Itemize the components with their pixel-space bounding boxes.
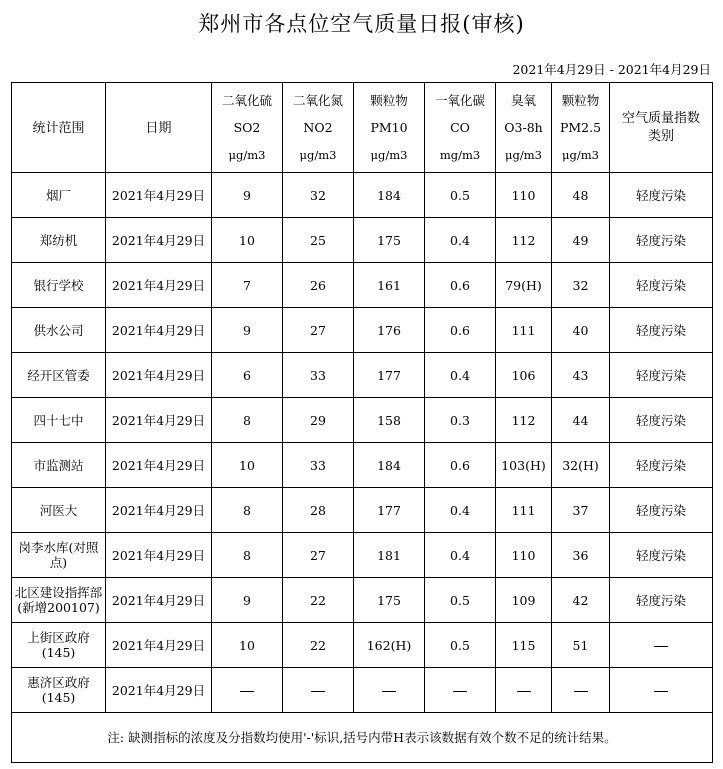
header-co-code: CO: [450, 119, 470, 135]
so2-cell: 10: [212, 218, 283, 263]
header-row: [12, 83, 713, 173]
pm10-cell: 176: [354, 308, 425, 353]
aqi-category-cell: 轻度污染: [610, 263, 713, 308]
so2-cell: 10: [212, 623, 283, 668]
o3-cell: 112: [496, 218, 552, 263]
header-no2-code: NO2: [303, 119, 333, 135]
no2-cell: 25: [283, 218, 354, 263]
pm25-cell: 36: [552, 533, 610, 578]
so2-cell: [212, 668, 283, 713]
pm25-cell: 40: [552, 308, 610, 353]
header-so2: [212, 83, 283, 173]
no2-cell: [283, 668, 354, 713]
no2-cell: 33: [283, 353, 354, 398]
date-cell: 2021年4月29日: [106, 488, 212, 533]
pm10-cell: 175: [354, 218, 425, 263]
o3-cell: 106: [496, 353, 552, 398]
co-cell: 0.5: [425, 623, 496, 668]
co-cell: 0.6: [425, 443, 496, 488]
aqi-category-cell: 轻度污染: [610, 578, 713, 623]
missing-dash: [517, 691, 531, 692]
table-row: [12, 443, 713, 488]
so2-cell: 10: [212, 443, 283, 488]
date-cell: 2021年4月29日: [106, 263, 212, 308]
table-body: [12, 173, 713, 713]
aqi-category-cell: [610, 623, 713, 668]
header-no2: [283, 83, 354, 173]
report-title: 郑州市各点位空气质量日报(审核): [198, 12, 525, 36]
header-o3-unit: μg/m3: [505, 147, 542, 162]
header-pm25-unit: μg/m3: [562, 147, 599, 162]
co-cell: 0.4: [425, 533, 496, 578]
table-row: [12, 578, 713, 623]
date-cell: 2021年4月29日: [106, 398, 212, 443]
aqi-category-cell: [610, 668, 713, 713]
table-row: [12, 488, 713, 533]
pm10-cell: 158: [354, 398, 425, 443]
o3-cell: 109: [496, 578, 552, 623]
aqi-category-cell: 轻度污染: [610, 398, 713, 443]
table-row: [12, 263, 713, 308]
pm10-cell: 177: [354, 488, 425, 533]
table-row: [12, 173, 713, 218]
o3-cell: 111: [496, 308, 552, 353]
pm10-cell: 177: [354, 353, 425, 398]
table-row: [12, 308, 713, 353]
missing-dash: [654, 646, 668, 647]
o3-cell: 103(H): [496, 443, 552, 488]
header-co-unit: mg/m3: [439, 147, 481, 162]
so2-cell: 8: [212, 488, 283, 533]
site-name-cell: 市监测站: [12, 443, 106, 488]
pm10-cell: [354, 668, 425, 713]
pm25-cell: 49: [552, 218, 610, 263]
header-date: 日期: [106, 83, 212, 173]
co-cell: 0.3: [425, 398, 496, 443]
table-row: [12, 218, 713, 263]
pm10-cell: 184: [354, 443, 425, 488]
aqi-category-cell: 轻度污染: [610, 308, 713, 353]
co-cell: 0.5: [425, 578, 496, 623]
so2-cell: 9: [212, 173, 283, 218]
table-row: [12, 533, 713, 578]
missing-dash: [574, 691, 588, 692]
site-name-cell: 上街区政府(145): [12, 623, 106, 668]
header-so2-code: SO2: [233, 119, 261, 135]
air-quality-table: [11, 82, 713, 763]
pm25-cell: 48: [552, 173, 610, 218]
header-pm10: [354, 83, 425, 173]
site-name-cell: 银行学校: [12, 263, 106, 308]
no2-cell: 32: [283, 173, 354, 218]
no2-cell: 22: [283, 578, 354, 623]
pm10-cell: 162(H): [354, 623, 425, 668]
aqi-category-cell: 轻度污染: [610, 173, 713, 218]
aqi-category-cell: 轻度污染: [610, 533, 713, 578]
header-scope: 统计范围: [12, 83, 106, 173]
date-cell: 2021年4月29日: [106, 623, 212, 668]
no2-cell: 27: [283, 533, 354, 578]
o3-cell: 111: [496, 488, 552, 533]
date-cell: 2021年4月29日: [106, 218, 212, 263]
pm25-cell: 51: [552, 623, 610, 668]
co-cell: 0.6: [425, 308, 496, 353]
pm10-cell: 184: [354, 173, 425, 218]
header-o3: [496, 83, 552, 173]
pm25-cell: 32(H): [552, 443, 610, 488]
header-pm10-unit: μg/m3: [370, 147, 408, 162]
no2-cell: 27: [283, 308, 354, 353]
header-so2-unit: μg/m3: [228, 147, 266, 162]
pm25-cell: 37: [552, 488, 610, 533]
o3-cell: 112: [496, 398, 552, 443]
site-name-cell: 北区建设指挥部(新增200107): [12, 578, 106, 623]
co-cell: 0.4: [425, 218, 496, 263]
no2-cell: 22: [283, 623, 354, 668]
o3-cell: 110: [496, 533, 552, 578]
co-cell: 0.4: [425, 353, 496, 398]
date-range: 2021年4月29日 - 2021年4月29日: [512, 62, 711, 77]
date-cell: 2021年4月29日: [106, 578, 212, 623]
header-pm25-code: PM2.5: [559, 119, 602, 135]
note-row: [12, 713, 713, 763]
so2-cell: 8: [212, 398, 283, 443]
date-cell: 2021年4月29日: [106, 173, 212, 218]
co-cell: 0.5: [425, 173, 496, 218]
table-row: [12, 668, 713, 713]
table-row: [12, 398, 713, 443]
pm25-cell: 32: [552, 263, 610, 308]
date-cell: 2021年4月29日: [106, 308, 212, 353]
aqi-category-cell: 轻度污染: [610, 218, 713, 263]
site-name-cell: 四十七中: [12, 398, 106, 443]
so2-cell: 8: [212, 533, 283, 578]
date-cell: 2021年4月29日: [106, 533, 212, 578]
so2-cell: 9: [212, 578, 283, 623]
o3-cell: 110: [496, 173, 552, 218]
so2-cell: 9: [212, 308, 283, 353]
missing-dash: [382, 691, 396, 692]
missing-dash: [240, 691, 254, 692]
site-name-cell: 供水公司: [12, 308, 106, 353]
site-name-cell: 烟厂: [12, 173, 106, 218]
site-name-cell: 河医大: [12, 488, 106, 533]
table-row: [12, 353, 713, 398]
no2-cell: 29: [283, 398, 354, 443]
site-name-cell: 惠济区政府(145): [12, 668, 106, 713]
pm25-cell: 42: [552, 578, 610, 623]
header-co: [425, 83, 496, 173]
o3-cell: 115: [496, 623, 552, 668]
aqi-category-cell: 轻度污染: [610, 488, 713, 533]
pm25-cell: 44: [552, 398, 610, 443]
pm10-cell: 175: [354, 578, 425, 623]
header-pm25-name: 颗粒物: [561, 92, 600, 108]
header-o3-code: O3-8h: [504, 119, 543, 135]
missing-dash: [453, 691, 467, 692]
header-no2-unit: μg/m3: [299, 147, 337, 162]
pm25-cell: 43: [552, 353, 610, 398]
header-pm10-name: 颗粒物: [370, 92, 408, 108]
date-cell: 2021年4月29日: [106, 353, 212, 398]
no2-cell: 33: [283, 443, 354, 488]
date-cell: 2021年4月29日: [106, 443, 212, 488]
header-no2-name: 二氧化氮: [292, 92, 343, 108]
missing-dash: [654, 691, 668, 692]
co-cell: 0.4: [425, 488, 496, 533]
site-name-cell: 郑纺机: [12, 218, 106, 263]
site-name-cell: 岗李水库(对照点): [12, 533, 106, 578]
so2-cell: 6: [212, 353, 283, 398]
no2-cell: 28: [283, 488, 354, 533]
pm10-cell: 161: [354, 263, 425, 308]
so2-cell: 7: [212, 263, 283, 308]
co-cell: 0.6: [425, 263, 496, 308]
co-cell: [425, 668, 496, 713]
aqi-category-cell: 轻度污染: [610, 443, 713, 488]
header-o3-name: 臭氧: [510, 92, 536, 108]
site-name-cell: 经开区管委: [12, 353, 106, 398]
header-pm25: [552, 83, 610, 173]
header-aqi-category: 空气质量指数类别: [610, 83, 713, 173]
o3-cell: [496, 668, 552, 713]
header-co-name: 一氧化碳: [434, 92, 485, 108]
header-so2-name: 二氧化硫: [221, 92, 272, 108]
date-cell: 2021年4月29日: [106, 668, 212, 713]
pm10-cell: 181: [354, 533, 425, 578]
missing-dash: [311, 691, 325, 692]
no2-cell: 26: [283, 263, 354, 308]
header-pm10-code: PM10: [370, 119, 408, 135]
o3-cell: 79(H): [496, 263, 552, 308]
pm25-cell: [552, 668, 610, 713]
aqi-category-cell: 轻度污染: [610, 353, 713, 398]
table-row: [12, 623, 713, 668]
footnote: 注: 缺测指标的浓度及分指数均使用'-'标识,括号内带H表示该数据有效个数不足的统计结果。: [12, 713, 713, 763]
